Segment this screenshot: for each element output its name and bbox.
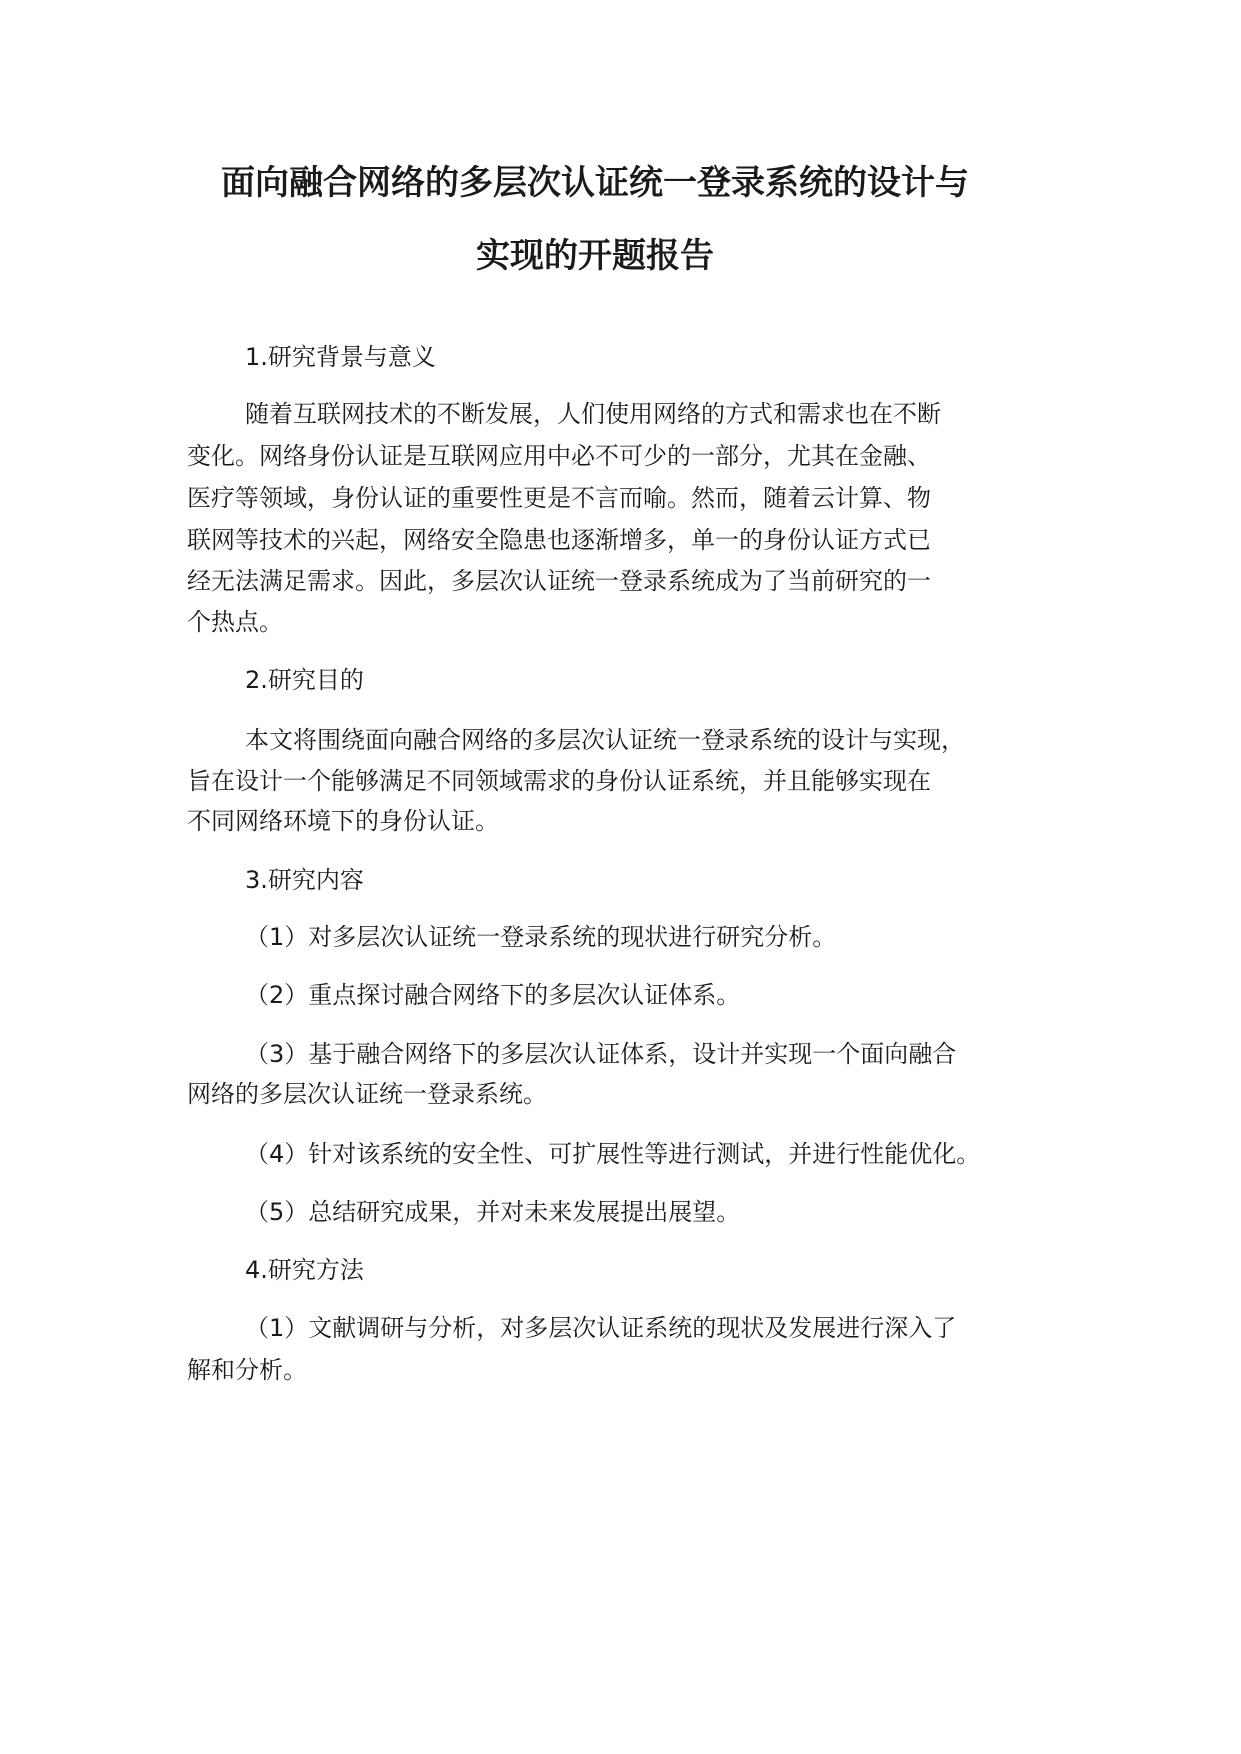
- paragraph-line: 随着互联网技术的不断发展，人们使用网络的方式和需求也在不断: [245, 400, 941, 428]
- paragraph-line: 个热点。: [187, 608, 283, 636]
- document-title-line-2: 实现的开题报告: [476, 236, 714, 276]
- section-heading-background: 1.研究背景与意义: [245, 343, 436, 371]
- paragraph-line: 经无法满足需求。因此，多层次认证统一登录系统成为了当前研究的一: [187, 567, 931, 595]
- list-item-continuation: 解和分析。: [187, 1356, 307, 1384]
- section-heading-purpose: 2.研究目的: [245, 666, 364, 694]
- paragraph-line: 医疗等领域，身份认证的重要性更是不言而喻。然而，随着云计算、物: [187, 484, 931, 512]
- document-title-line-1: 面向融合网络的多层次认证统一登录系统的设计与: [221, 163, 969, 203]
- list-item: （1）对多层次认证统一登录系统的现状进行研究分析。: [245, 923, 837, 951]
- paragraph-line: 联网等技术的兴起，网络安全隐患也逐渐增多，单一的身份认证方式已: [187, 526, 931, 554]
- section-heading-content: 3.研究内容: [245, 866, 364, 894]
- section-heading-method: 4.研究方法: [245, 1256, 364, 1284]
- list-item-continuation: 网络的多层次认证统一登录系统。: [187, 1080, 547, 1108]
- paragraph-line: 不同网络环境下的身份认证。: [187, 807, 499, 835]
- list-item: （4）针对该系统的安全性、可扩展性等进行测试，并进行性能优化。: [245, 1140, 981, 1168]
- list-item: （5）总结研究成果，并对未来发展提出展望。: [245, 1198, 741, 1226]
- list-item: （3）基于融合网络下的多层次认证体系，设计并实现一个面向融合: [245, 1040, 957, 1068]
- list-item: （2）重点探讨融合网络下的多层次认证体系。: [245, 981, 741, 1009]
- paragraph-line: 变化。网络身份认证是互联网应用中必不可少的一部分，尤其在金融、: [187, 442, 931, 470]
- paragraph-line: 本文将围绕面向融合网络的多层次认证统一登录系统的设计与实现，: [245, 726, 965, 754]
- list-item: （1）文献调研与分析，对多层次认证系统的现状及发展进行深入了: [245, 1314, 957, 1342]
- paragraph-line: 旨在设计一个能够满足不同领域需求的身份认证系统，并且能够实现在: [187, 767, 931, 795]
